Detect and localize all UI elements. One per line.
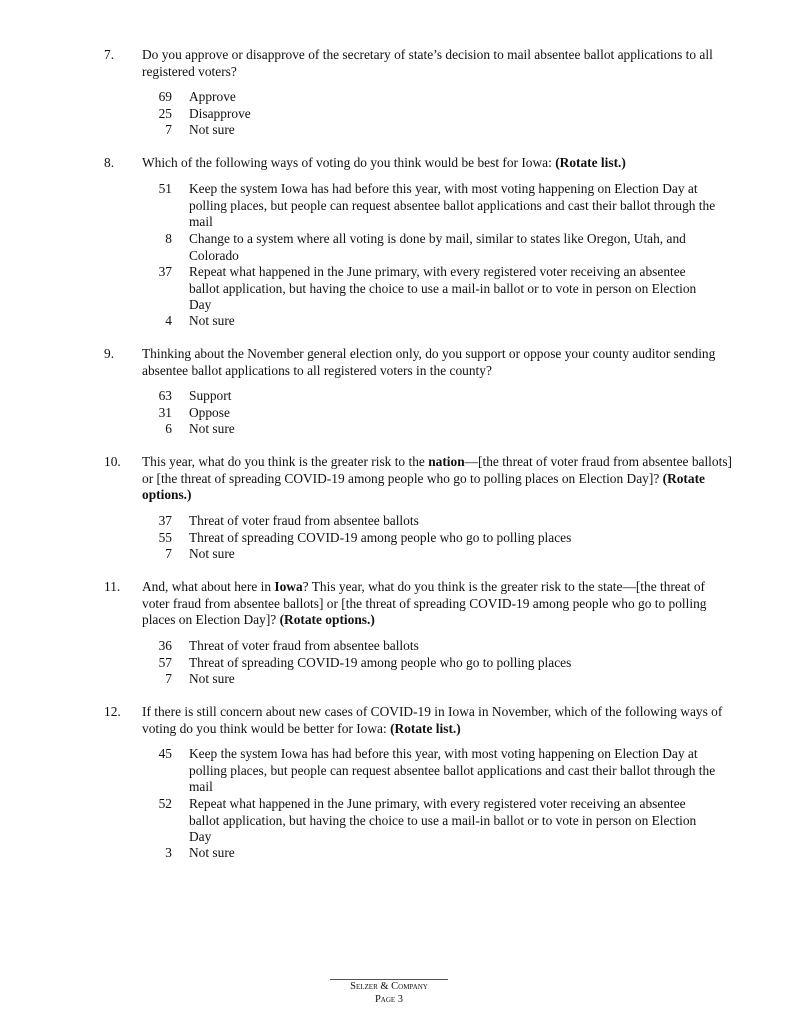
answer-label: Support — [189, 388, 232, 403]
question-text: And, what about here in Iowa? This year, what do you think is the greater risk to the state—[the threat of voter fraud from absentee ballots] or [the threat of spreading COVID-19 among people who go to polling places on Election Day]? (Rotate options.) — [142, 579, 707, 627]
answer-percent: 31 — [158, 404, 172, 420]
answer-label: Repeat what happened in the June primary, with every registered voter receiving an absentee ballot application, but having the choice to use a mail-in ballot or to vote in person on Election Day — [189, 796, 697, 844]
footer-company: Selzer & Company — [350, 981, 428, 992]
answer-percent: 36 — [158, 638, 172, 653]
question-text: Which of the following ways of voting do you think would be best for Iowa: (Rotate list.) — [142, 155, 626, 170]
answer-percent: 37 — [158, 264, 172, 279]
question-text: Do you approve or disapprove of the secretary of state’s decision to mail absentee ballot applications to all registered voters? — [142, 47, 713, 79]
answer-label: Keep the system Iowa has had before this year, with most voting happening on Election Day at polling places, but people can request absentee ballot applications and cast their ballot through the mail — [189, 181, 716, 229]
question-text: If there is still concern about new cases of COVID-19 in Iowa in November, which of the following ways of voting do you think would be better for Iowa: (Rotate list.) — [142, 704, 723, 736]
answer-label: Change to a system where all voting is done by mail, similar to states like Oregon, Utah, and Colorado — [189, 231, 686, 263]
question-number: 7. — [104, 47, 115, 62]
answer-percent: 57 — [158, 654, 172, 670]
answer-label: Repeat what happened in the June primary, with every registered voter receiving an absentee ballot application, but having the choice to use a mail-in ballot or to vote in person on Election Day — [189, 264, 697, 312]
answer-label: Not sure — [189, 845, 235, 860]
answer-label: Not sure — [189, 546, 235, 561]
footer-divider — [330, 979, 448, 980]
answer-percent: 6 — [165, 421, 172, 436]
answer-label: Not sure — [189, 313, 235, 328]
answer-percent: 63 — [158, 388, 172, 403]
answer-percent: 52 — [158, 796, 172, 811]
answer-label: Threat of voter fraud from absentee ballots — [189, 638, 419, 653]
footer-page-number: Page 3 — [374, 994, 404, 1005]
answer-label: Threat of voter fraud from absentee ballots — [189, 513, 419, 528]
answer-label: Approve — [189, 89, 236, 104]
answer-percent: 55 — [158, 529, 172, 545]
answer-label: Not sure — [189, 671, 235, 686]
answer-percent: 7 — [165, 671, 172, 686]
rotate-instruction: (Rotate options.) — [142, 470, 705, 502]
question-number: 12. — [104, 704, 121, 719]
answer-label: Not sure — [189, 122, 235, 137]
question-number: 11. — [104, 579, 121, 594]
question-text: Thinking about the November general election only, do you support or oppose your county auditor sending absentee ballot applications to all registered voters in the county? — [142, 346, 716, 378]
rotate-instruction: (Rotate options.) — [279, 612, 375, 627]
question-text: This year, what do you think is the greater risk to the nation—[the threat of voter fraud from absentee ballots] or [the threat of spreading COVID-19 among people who go to polling places on Election Day]? (Rotate options.) — [142, 454, 732, 502]
answer-label: Disapprove — [189, 105, 251, 121]
answer-label: Threat of spreading COVID-19 among people who go to polling places — [189, 529, 572, 545]
answer-percent: 3 — [165, 845, 172, 860]
question-number: 9. — [104, 346, 115, 361]
question-number: 8. — [104, 155, 115, 170]
answer-label: Threat of spreading COVID-19 among people who go to polling places — [189, 654, 572, 670]
answer-percent: 8 — [165, 231, 172, 246]
answer-percent: 69 — [158, 89, 172, 104]
answer-percent: 7 — [165, 122, 172, 137]
answer-percent: 4 — [165, 313, 172, 328]
answer-percent: 25 — [158, 105, 172, 121]
answer-percent: 45 — [158, 746, 172, 761]
rotate-instruction: (Rotate list.) — [555, 155, 626, 170]
answer-label: Oppose — [189, 404, 230, 420]
answer-label: Not sure — [189, 421, 235, 436]
question-number: 10. — [104, 454, 121, 469]
rotate-instruction: (Rotate list.) — [390, 720, 461, 736]
answer-percent: 37 — [158, 513, 172, 528]
answer-label: Keep the system Iowa has had before this year, with most voting happening on Election Day at polling places, but people can request absentee ballot applications and cast their ballot through the mail — [189, 746, 716, 794]
answer-percent: 7 — [165, 546, 172, 561]
answer-percent: 51 — [158, 181, 172, 196]
